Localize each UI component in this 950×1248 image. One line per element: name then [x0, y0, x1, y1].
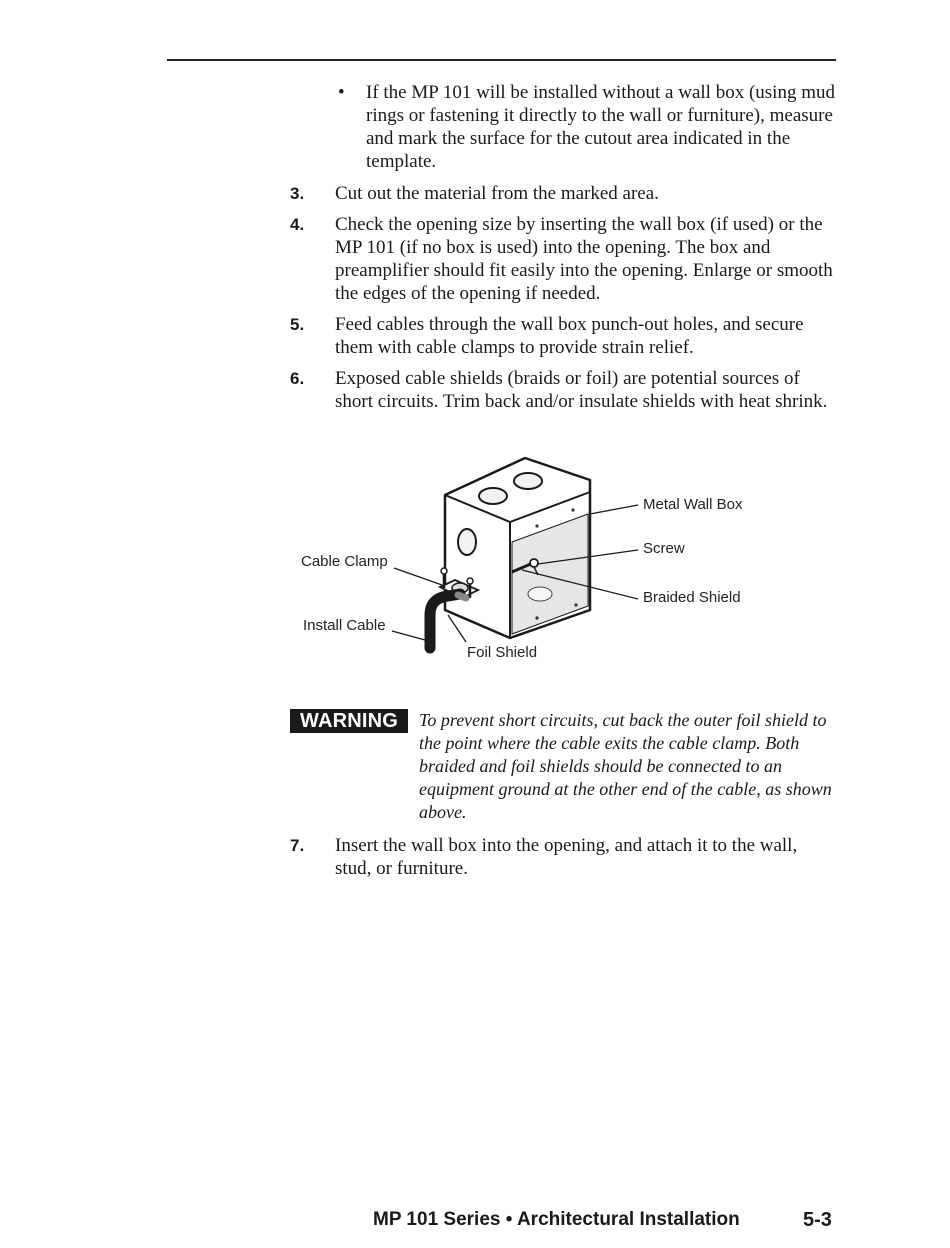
leader-metal-wall-box	[590, 505, 638, 514]
page-number: 5-3	[803, 1209, 832, 1231]
bullet-text: If the MP 101 will be installed without a wall box (using mud rings or fastening it directly to the wall or furniture), measure and mark the surface for the cutout area indicated in the template.	[366, 82, 835, 172]
label-braided-shield: Braided Shield	[643, 589, 741, 606]
step-7-text: Insert the wall box into the opening, and attach it to the wall, stud, or furniture.	[335, 835, 798, 879]
step-3-number: 3.	[290, 184, 305, 203]
label-metal-wall-box: Metal Wall Box	[643, 496, 743, 513]
leader-install-cable	[392, 631, 425, 640]
warning-text: To prevent short circuits, cut back the outer foil shield to the point where the cable exits the cable clamp. Both braided and foil shields should be connected to an equipment ground at the other end of the cable, as shown above.	[419, 710, 832, 822]
footer-title: MP 101 Series • Architectural Installation	[373, 1209, 740, 1230]
metal-wall-box-shape	[445, 458, 590, 638]
label-foil-shield: Foil Shield	[467, 644, 538, 661]
label-install-cable: Install Cable	[303, 617, 386, 634]
step-5-number: 5.	[290, 315, 305, 334]
step-4-text: Check the opening size by inserting the wall box (if used) or the MP 101 (if no box is used) into the opening. The box and preamplifier should fit easily into the opening. Enlarge or smooth the edges of the opening if needed.	[335, 214, 833, 304]
step-4-number: 4.	[290, 215, 305, 234]
bullet-marker: •	[338, 82, 345, 103]
warning-badge: WARNING	[290, 709, 408, 733]
label-screw: Screw	[643, 540, 685, 557]
step-6-text: Exposed cable shields (braids or foil) are potential sources of short circuits. Trim back and/or insulate shields with heat shrink.	[335, 368, 828, 412]
label-cable-clamp: Cable Clamp	[301, 553, 388, 570]
leader-cable-clamp	[394, 568, 442, 585]
step-3-text: Cut out the material from the marked area.	[335, 183, 659, 204]
step-7-number: 7.	[290, 836, 305, 855]
wall-box-diagram	[290, 450, 760, 675]
wall-box-illustration	[290, 450, 760, 675]
step-5-text: Feed cables through the wall box punch-out holes, and secure them with cable clamps to provide strain relief.	[335, 314, 804, 358]
step-6-number: 6.	[290, 369, 305, 388]
header-rule	[167, 59, 836, 61]
